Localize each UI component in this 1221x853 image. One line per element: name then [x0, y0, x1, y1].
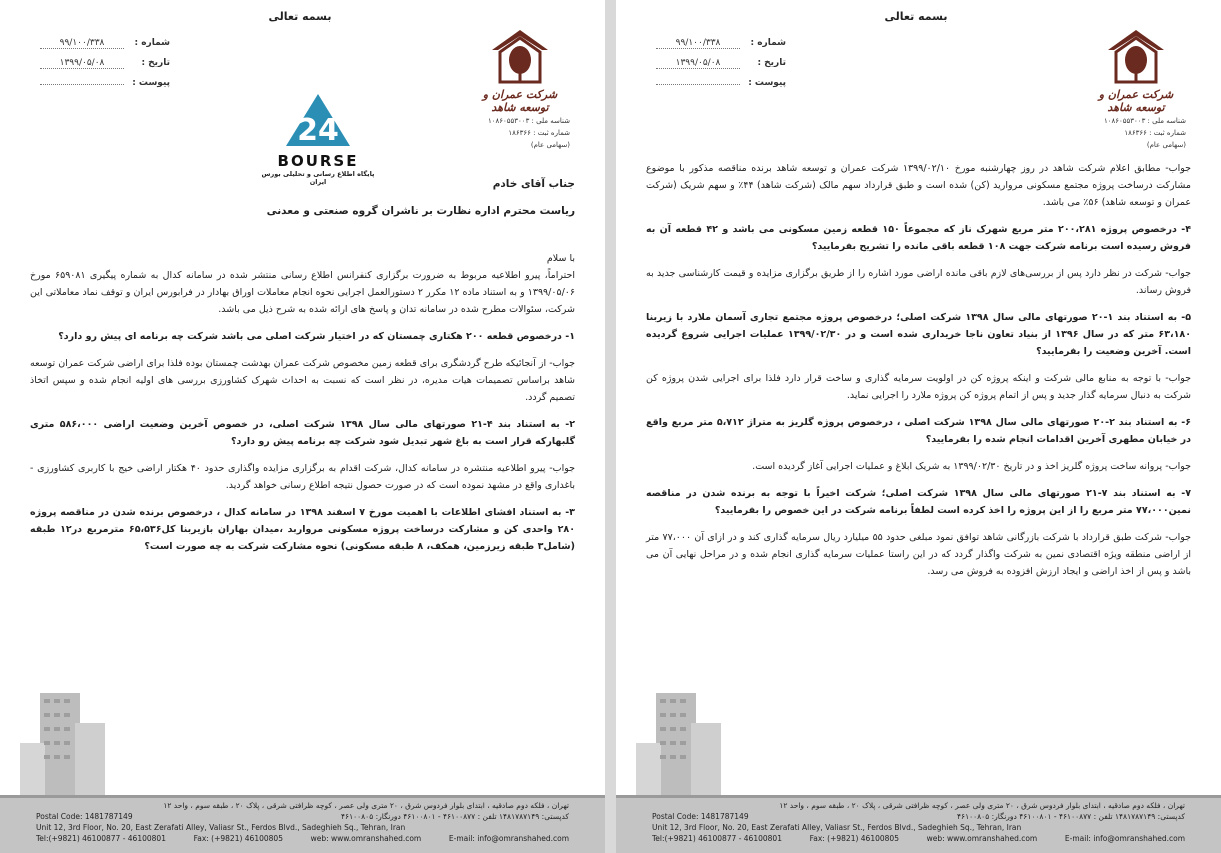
date-label-2: تاریخ : — [757, 58, 786, 68]
company-name: شرکت عمران و توسعه شاهد — [482, 88, 558, 114]
greeting: با سلام — [546, 253, 575, 264]
letter-body-2 — [646, 160, 1191, 590]
national-id: شناسه ملی : ۱۰۸۶۰۵۵۳۰۰۳ — [487, 117, 570, 125]
answer-4: جواب- شرکت در نظر دارد پس از بررسی‌های لازم باقی مانده اراضی مورد اشاره را از طریق برگزاری مزایده و قیمت کارشناسی جدید به فروش رساند. — [646, 268, 1191, 296]
attachment-label-2: پیوست : — [748, 78, 786, 88]
footer-address-fa: تهران ، فلکه دوم صادقیه ، ابتدای بلوار فردوس شرق ، ۲۰ متری ولی عصر ، کوچه ظرافتی شرقی ، پلاک ۲۰ ، طبقه سوم ، واحد ۱۲ — [163, 801, 569, 810]
date-value: ۱۳۹۹/۰۵/۰۸ — [40, 58, 124, 69]
addressee-title: ریاست محترم اداره نظارت بر ناشران گروه صنعتی و معدنی — [266, 205, 575, 217]
answer-6: جواب- پروانه ساخت پروژه گلریز اخذ و در تاریخ ۱۳۹۹/۰۲/۳۰ به شریک ابلاغ و عملیات اجرایی آغاز گردیده است. — [752, 461, 1191, 472]
bourse-word: BOURSE — [277, 152, 359, 170]
question-5: ۵- به استناد بند ۱-۲۰ صورتهای مالی سال ۱۳۹۸ شرکت اصلی؛ درخصوص پروژه مجتمع تجاری آسمان ملارد با زیربنا ۶۳،۱۸۰ متر که در سال ۱۳۹۶ از بنیاد تعاون ناجا خریداری شده است و در ۱۳۹۹/۰۲/۳۰ عملیات اجرایی شروع گردیده است. آخرین وضعیت را بفرمایید؟ — [646, 312, 1191, 357]
letter-footer-2 — [616, 795, 1221, 853]
letter-meta-2 — [656, 38, 786, 98]
answer-5: جواب- با توجه به منابع مالی شرکت و اینکه پروژه کن در اولویت سرمایه گذاری و ساخت قرار دارد فلذا برای اجرایی شدن پروژه کن شرکت به دنبال سرمایه گذار جدید و پس از اتمام پروژه کن پروژه ملارد را اجرایی نماید. — [646, 373, 1191, 401]
company-name-2: شرکت عمران و توسعه شاهد — [1098, 88, 1174, 114]
building-watermark-icon — [20, 683, 110, 803]
footer-tel-en: Tel:(+9821) 46100877 - 46100801 — [36, 834, 166, 843]
footer-address-en-2: Unit 12, 3rd Floor, No. 20, East Zerafati Alley, Valiasr St., Ferdos Blvd., Sadeghieh Sq., Tehran, Iran — [652, 823, 1022, 832]
question-6: ۶- به استناد بند ۲-۲۰ صورتهای مالی سال ۱۳۹۸ شرکت اصلی ، درخصوص پروژه گلریز به متراژ ۵،۷۱۲ متر مربع واقع در خیابان مطهری آخرین اقدامات انجام شده را بفرمایید؟ — [646, 417, 1191, 445]
attachment-value-2 — [656, 84, 740, 85]
attachment-label: پیوست : — [132, 78, 170, 88]
number-label-2: شماره : — [750, 38, 786, 48]
company-logo — [470, 28, 570, 150]
footer-email-en[interactable]: E-mail: info@omranshahed.com — [448, 834, 569, 843]
company-type: (سهامی عام) — [530, 141, 570, 149]
letter-page-2 — [616, 0, 1221, 853]
answer-1: جواب- از آنجائیکه طرح گردشگری برای قطعه زمین مخصوص شرکت عمران بهدشت چمستان بوده فلذا برای اراضی شرکت عمران توسعه شاهد براساس تصمیمات هیات مدیره، در نظر است که نسبت به احداث شهرک کشاورزی بررسی های اولیه انجام شده و سپس اتخاذ تصمیم گردد. — [30, 358, 575, 403]
letter-body-1 — [30, 176, 575, 565]
company-logo-2 — [1086, 28, 1186, 150]
letter-footer — [0, 795, 605, 853]
answer-3: جواب- مطابق اعلام شرکت شاهد در روز چهارشنبه مورخ ۱۳۹۹/۰۲/۱۰ شرکت عمران و توسعه شاهد برنده مناقصه مذکور با موضوع مشارکت درساخت پروژه مجتمع مسکونی مروارید (کن) شده است و طبق قرارداد سهم مالک (شرکت شاهد) ۴۴٪ و سهم شریک (شرکت عمران و توسعه شاهد) ۵۶٪ می باشد. — [646, 163, 1191, 208]
footer-fax-en: Fax: (+9821) 46100805 — [193, 834, 283, 843]
date-value-2: ۱۳۹۹/۰۵/۰۸ — [656, 58, 740, 69]
bourse-subtitle: پایگاه اطلاع رسانی و تحلیلی بورس ایران — [261, 170, 375, 186]
footer-email-en-2[interactable]: E-mail: info@omranshahed.com — [1064, 834, 1185, 843]
number-value-2: ۹۹/۱۰۰/۳۳۸ — [656, 38, 740, 49]
footer-tel-en-2: Tel:(+9821) 46100877 - 46100801 — [652, 834, 782, 843]
header-title-2: بسمه تعالی — [884, 10, 948, 23]
footer-address-fa-2: تهران ، فلکه دوم صادقیه ، ابتدای بلوار فردوس شرق ، ۲۰ متری ولی عصر ، کوچه ظرافتی شرقی ، پلاک ۲۰ ، طبقه سوم ، واحد ۱۲ — [779, 801, 1185, 810]
letter-meta — [40, 38, 170, 98]
bourse-logo — [258, 92, 378, 186]
bourse-24-icon — [278, 92, 358, 148]
footer-fax-en-2: Fax: (+9821) 46100805 — [809, 834, 899, 843]
answer-7: جواب- شرکت طبق قرارداد با شرکت بازرگانی شاهد توافق نمود مبلغی حدود ۵۵ میلیارد ریال سرمایه گذاری کند و در ازای آن ۷۷،۰۰۰ متر از اراضی منطقه ویژه اقتصادی نمین به شرکت واگذار گردد که در این راستا عملیات سرمایه گذاری انجام شده و در مراحل نهایی آن می باشد و پس از اخذ اراضی و ایجاد ارزش افزوده به فروش می رسد. — [646, 532, 1192, 577]
answer-2: جواب- پیرو اطلاعیه منتشره در سامانه کدال، شرکت اقدام به برگزاری مزایده واگذاری حدود ۴۰ هکتار اراضی خیج با کاربری کشاورزی - باغداری واقع در مشهد نموده است که در صورت حصول نتیجه اطلاع رسانی خواهد گردید. — [30, 463, 575, 491]
registration-number: شماره ثبت : ۱۸۶۳۶۶ — [508, 129, 570, 137]
footer-address-en: Unit 12, 3rd Floor, No. 20, East Zerafati Alley, Valiasr St., Ferdos Blvd., Sadeghieh Sq., Tehran, Iran — [36, 823, 406, 832]
number-value: ۹۹/۱۰۰/۳۳۸ — [40, 38, 124, 49]
question-3: ۳- به استناد افشای اطلاعات با اهمیت مورخ ۷ اسفند ۱۳۹۸ در سامانه کدال ، درخصوص برنده شدن در مناقصه پروژه ۲۸۰ واحدی کن و مشارکت درساخت پروژه مسکونی مرواربد ،میدان بهاران بازیربنا کل۶۵،۵۳۶ مترمربع در۱۲ طبقه (شامل۳ طبقه زیرزمین، همکف، ۸ طبقه مسکونی) نحوه مشارکت شرکت به چه صورت است؟ — [30, 507, 575, 552]
house-tree-logo-icon — [490, 28, 550, 86]
footer-postal-en-2: Postal Code: 1481787149 — [652, 812, 749, 821]
letter-page-1 — [0, 0, 605, 853]
question-7: ۷- به استناد بند ۷-۲۱ صورتهای مالی سال ۱۳۹۸ شرکت اصلی؛ شرکت اخیراً با توجه به برنده شدن در مناقصه نمین۷۷،۰۰۰ متر مربع را از این پروژه را اخذ کرده است لطفاً برنامه شرکت در این خصوص را بفرمایید؟ — [646, 488, 1192, 516]
footer-web-en[interactable]: web: www.omranshahed.com — [310, 834, 422, 843]
addressee: جناب آقای خادم — [492, 178, 575, 190]
question-4: ۴- درخصوص پروژه ۲۰۰،۲۸۱ متر مربع شهرک ناز که مجموعاً ۱۵۰ قطعه زمین مسکونی می باشد و ۴۲ قطعه آن به فروش رسیده است برنامه شرکت جهت ۱۰۸ قطعه باقی مانده را تشریح بفرمایید؟ — [646, 224, 1191, 252]
attachment-value — [40, 84, 124, 85]
house-tree-logo-icon — [1106, 28, 1166, 86]
date-label: تاریخ : — [141, 58, 170, 68]
footer-web-en-2[interactable]: web: www.omranshahed.com — [926, 834, 1038, 843]
footer-contact-fa: کدپستی: ۱۴۸۱۷۸۷۱۴۹ تلفن : ۴۶۱۰۰۸۷۷ - ۴۶۱۰۰۸۰۱ دورنگار: ۴۶۱۰۰۸۰۵ — [341, 812, 569, 821]
number-label: شماره : — [134, 38, 170, 48]
intro-paragraph: احتراماً، پیرو اطلاعیه مربوط به ضرورت برگزاری کنفرانس اطلاع رسانی منتشر شده در سامانه کدال به شماره پیگیری ۶۵۹۰۸۱ مورخ ۱۳۹۹/۰۵/۰۶ و به استناد ماده ۱۲ مکرر ۲ دستورالعمل اجرایی نحوه انجام معاملات اوراق بهادار در فرابورس ایران و توقف نماد معاملاتی این شرکت، سئوالات مطرح شده در سامانه تدان و پاسخ های ارائه شده به شرح ذیل می باشد. — [30, 270, 575, 315]
national-id-2: شناسه ملی : ۱۰۸۶۰۵۵۳۰۰۳ — [1103, 117, 1186, 125]
header-title: بسمه تعالی — [268, 10, 332, 23]
footer-contact-fa-2: کدپستی: ۱۴۸۱۷۸۷۱۴۹ تلفن : ۴۶۱۰۰۸۷۷ - ۴۶۱۰۰۸۰۱ دورنگار: ۴۶۱۰۰۸۰۵ — [957, 812, 1185, 821]
footer-postal-en: Postal Code: 1481787149 — [36, 812, 133, 821]
registration-number-2: شماره ثبت : ۱۸۶۳۶۶ — [1124, 129, 1186, 137]
svg-text:24: 24 — [297, 113, 339, 148]
building-watermark-icon — [636, 683, 726, 803]
question-2: ۲- به استناد بند ۴-۲۱ صورتهای مالی سال ۱۳۹۸ شرکت اصلی، در خصوص آخرین وضعیت اراضی ۵۸۶،۰۰۰ متری گلبهارکه قرار است به باغ شهر تبدیل شود شرکت چه برنامه پیش رو دارد؟ — [30, 419, 575, 447]
question-1: ۱- درخصوص قطعه ۲۰۰ هکتاری چمستان که در اختیار شرکت اصلی می باشد شرکت چه برنامه ای پیش رو دارد؟ — [58, 331, 575, 342]
company-type-2: (سهامی عام) — [1146, 141, 1186, 149]
